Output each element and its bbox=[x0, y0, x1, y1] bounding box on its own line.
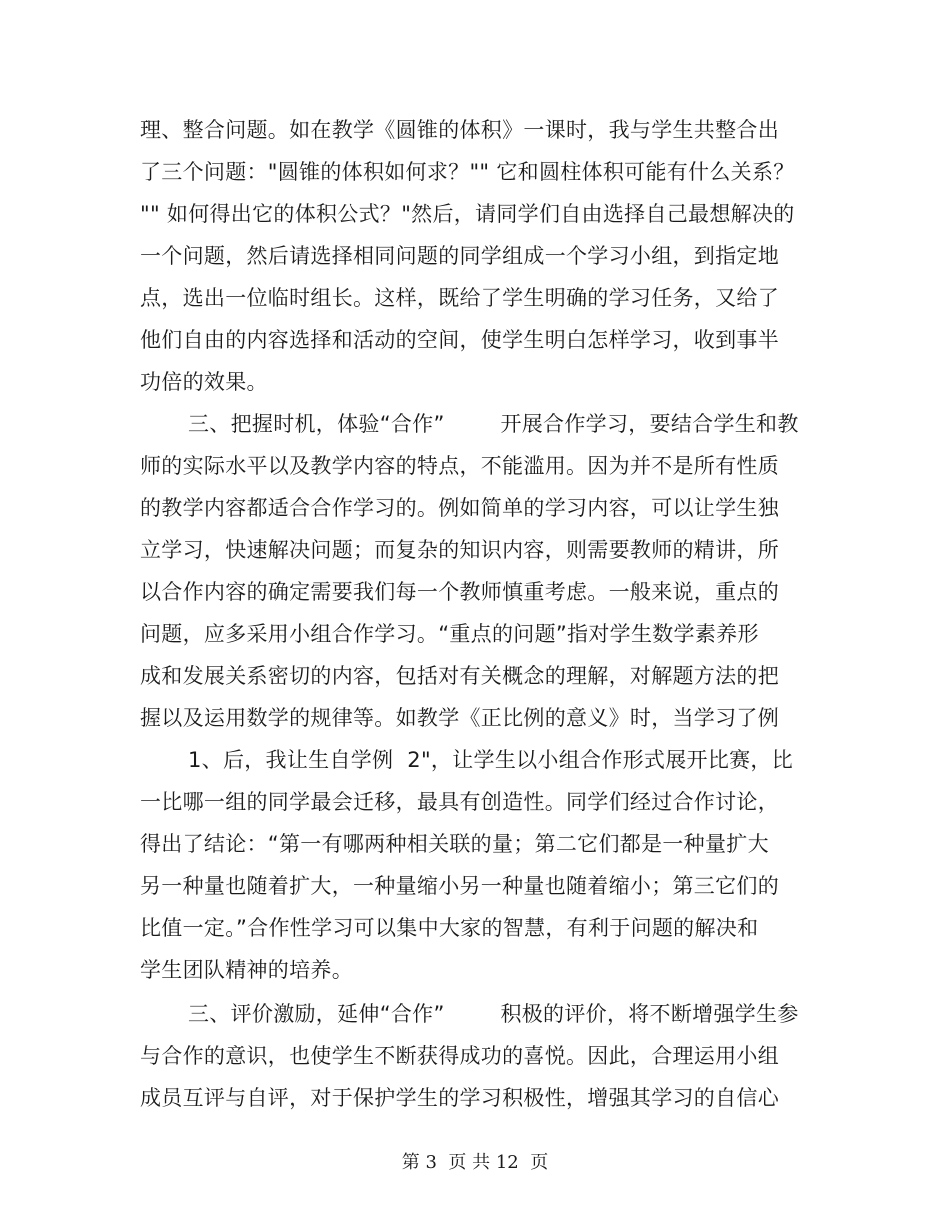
body-text-line: 成和发展关系密切的内容，包括对有关概念的理解，对解题方法的把 bbox=[140, 664, 779, 688]
body-text-line: 得出了结论：“第一有哪两种相关联的量；第二它们都是一种量扩大 bbox=[140, 832, 769, 856]
body-text-line: "" 如何得出它的体积公式？"然后，请同学们自由选择自己最想解决的 bbox=[140, 202, 795, 226]
body-text-line: 一个问题，然后请选择相同问题的同学组成一个学习小组，到指定地 bbox=[140, 244, 779, 268]
body-text-line: 握以及运用数学的规律等。如教学《正比例的意义》时，当学习了例 bbox=[140, 706, 779, 730]
body-text-line: 学生团队精神的培养。 bbox=[140, 958, 353, 982]
body-text-line: 一比哪一组的同学最会迁移，最具有创造性。同学们经过合作讨论， bbox=[140, 790, 779, 814]
body-text-line: 点，选出一位临时组长。这样，既给了学生明确的学习任务，又给了 bbox=[140, 286, 779, 310]
section-heading-line: 三、把握时机，体验“合作” 开展合作学习，要结合学生和教 bbox=[188, 412, 799, 436]
body-text-line: 立学习，快速解决问题；而复杂的知识内容，则需要教师的精讲，所 bbox=[140, 538, 779, 562]
body-text-line: 另一种量也随着扩大，一种量缩小另一种量也随着缩小；第三它们的 bbox=[140, 874, 779, 898]
body-text-line: 1、后，我让生自学例 2"，让学生以小组合作形式展开比赛，比 bbox=[188, 748, 794, 772]
body-text-line: 的教学内容都适合合作学习的。例如简单的学习内容，可以让学生独 bbox=[140, 496, 779, 520]
body-text-line: 比值一定。”合作性学习可以集中大家的智慧，有利于问题的解决和 bbox=[140, 916, 759, 940]
page-number-footer: 第 3 页 共 12 页 bbox=[401, 1152, 549, 1173]
section-heading-line: 三、评价激励，延伸“合作” 积极的评价，将不断增强学生参 bbox=[188, 1002, 799, 1026]
body-text-line: 问题，应多采用小组合作学习。“重点的问题”指对学生数学素养形 bbox=[140, 622, 759, 646]
body-text-line: 师的实际水平以及教学内容的特点，不能滥用。因为并不是所有性质 bbox=[140, 454, 779, 478]
body-text-line: 成员互评与自评，对于保护学生的学习积极性，增强其学习的自信心 bbox=[140, 1086, 779, 1110]
body-text-line: 与合作的意识，也使学生不断获得成功的喜悦。因此，合理运用小组 bbox=[140, 1044, 779, 1068]
body-text-line: 以合作内容的确定需要我们每一个教师慎重考虑。一般来说，重点的 bbox=[140, 580, 779, 604]
body-text-line: 理、整合问题。如在教学《圆锥的体积》一课时，我与学生共整合出 bbox=[140, 118, 779, 142]
body-text-line: 他们自由的内容选择和活动的空间，使学生明白怎样学习，收到事半 bbox=[140, 328, 779, 352]
body-text-line: 了三个问题："圆锥的体积如何求？"" 它和圆柱体积可能有什么关系？ bbox=[140, 160, 795, 184]
body-text-line: 功倍的效果。 bbox=[140, 370, 268, 394]
